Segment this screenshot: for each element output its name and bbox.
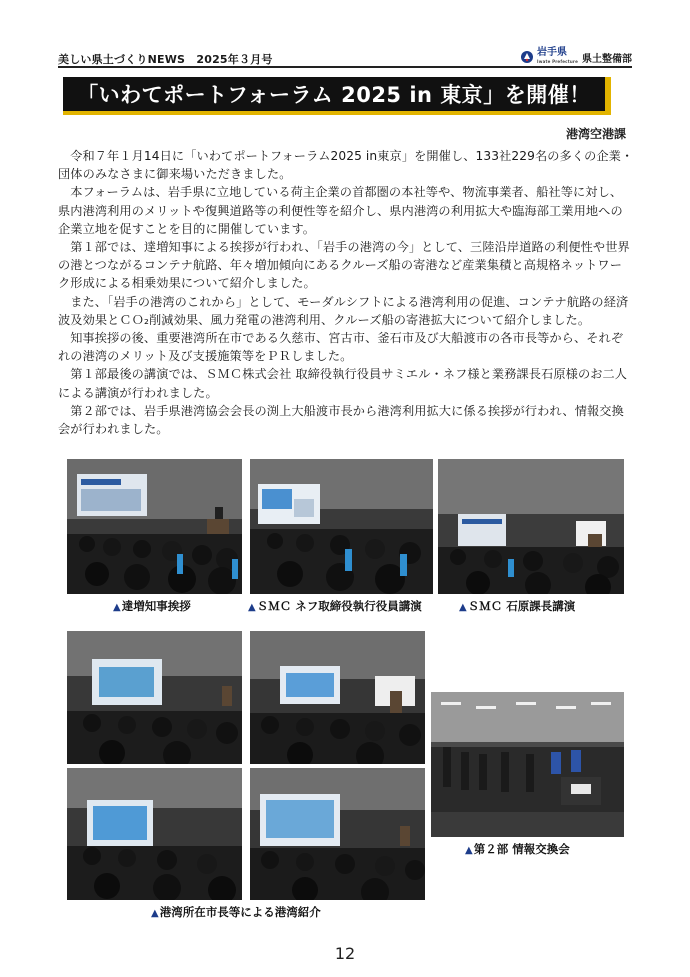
header-rule <box>58 66 632 68</box>
caption-exchange: ▲第２部 情報交換会 <box>465 842 570 856</box>
article-title: 「いわてポートフォーラム 2025 in 東京」を開催！ <box>77 83 591 107</box>
photo-information-exchange <box>431 692 624 837</box>
section-label: 港湾空港課 <box>565 127 626 141</box>
paragraph: 本フォーラムは、岩手県に立地している荷主企業の首都圏の本社等や、物流事業者、船社等に対し、県内港湾利用のメリットや復興道路等の利便性等を紹介し、県内港湾の利用拡大や臨海部工業用地への企業立地を促すことを目的に開催しています。 <box>58 185 623 236</box>
title-banner <box>63 77 611 115</box>
photo-mayor-1 <box>67 631 242 764</box>
photo-neff-lecture <box>250 459 433 594</box>
page-number: 12 <box>334 944 356 963</box>
photo-mayor-4 <box>250 768 425 900</box>
photo-mayor-3 <box>67 768 242 900</box>
triangle-marker-icon: ▲ <box>151 908 159 919</box>
photo-mayor-2 <box>250 631 425 764</box>
photo-ishihara-lecture <box>438 459 624 594</box>
paragraph: 令和７年１月14日に「いわてポートフォーラム2025 in東京」を開催し、133社229名の多くの企業・団体のみなさまに御来場いただきました。 <box>58 149 634 182</box>
logo-text <box>537 48 578 66</box>
header-logo-group <box>520 48 632 66</box>
caption-neff: ▲ＳＭＣ ネフ取締役執行役員講演 <box>248 599 422 613</box>
paragraph: 第２部では、岩手県港湾協会会長の渕上大船渡市長から港湾利用拡大に係る挨拶が行われ、情報交換会が行われました。 <box>58 403 624 437</box>
paragraph: 知事挨拶の後、重要港湾所在市である久慈市、宮古市、釜石市及び大船渡市の各市長等から、それぞれの港湾のメリット及び支援施策等をＰＲしました。 <box>58 331 624 364</box>
paragraph: また、「岩手の港湾のこれから」として、モーダルシフトによる港湾利用の促進、コンテナ航路の経済波及効果とＣＯ₂削減効果、風力発電の港湾利用、クルーズ船の寄港拡大について紹介しました。 <box>58 294 629 327</box>
triangle-marker-icon: ▲ <box>248 602 256 613</box>
triangle-marker-icon: ▲ <box>459 602 467 613</box>
caption-ishihara: ▲ＳＭＣ 石原課長講演 <box>459 599 576 613</box>
article-body <box>58 147 634 438</box>
logo-subtitle: Iwate Prefecture <box>537 59 578 64</box>
newsletter-title: 美しい県土づくりNEWS 2025年３月号 <box>58 53 273 66</box>
paragraph: 第１部最後の講演では、ＳＭＣ株式会社 取締役執行役員サミエル・ネフ様と業務課長石原様のお二人による講演が行われました。 <box>58 367 628 400</box>
caption-governor: ▲達増知事挨拶 <box>113 599 191 613</box>
triangle-marker-icon: ▲ <box>113 602 121 613</box>
photo-governor-greeting <box>67 459 242 594</box>
iwate-logo-icon <box>520 50 534 64</box>
department-name: 県土整備部 <box>582 53 632 65</box>
triangle-marker-icon: ▲ <box>465 845 473 856</box>
logo-prefecture: 岩手県 <box>537 47 567 58</box>
caption-mayors: ▲港湾所在市長等による港湾紹介 <box>151 905 321 919</box>
paragraph: 第１部では、達増知事による挨拶が行われ、「岩手の港湾の今」として、三陸沿岸道路の利便性や世界の港とつながるコンテナ航路、年々増加傾向にあるクルーズ船の寄港など産業集積と高規格ネットワーク形成による相乗効果について紹介しました。 <box>58 240 630 291</box>
